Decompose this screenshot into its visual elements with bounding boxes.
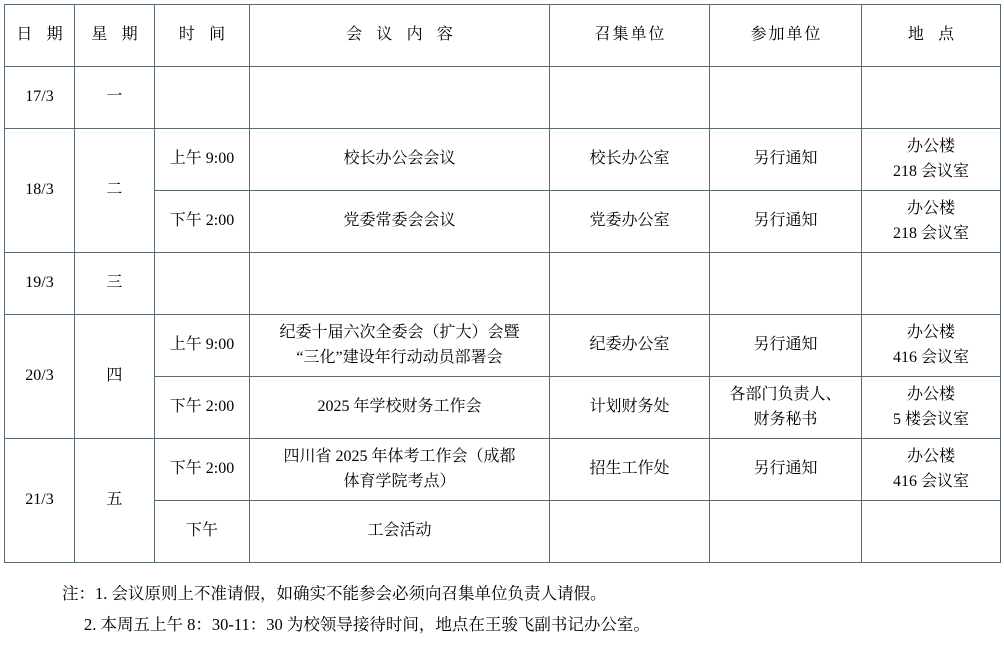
cell-place-line2: 218 会议室: [892, 224, 969, 242]
cell-attend: [710, 129, 862, 191]
header-host-unit: 召集单位: [550, 5, 710, 67]
cell-weekday: 五: [75, 439, 155, 563]
cell-place: [862, 129, 1001, 191]
header-weekday: 星 期: [75, 5, 155, 67]
cell-time: [155, 253, 250, 315]
cell-place: [862, 67, 1001, 129]
cell-place-line2: 416 会议室: [892, 348, 969, 366]
table-row: [5, 377, 1001, 439]
cell-time: 上午 9:00: [155, 315, 250, 377]
cell-host: [550, 501, 710, 563]
cell-content-line2: 体育学院考点）: [343, 472, 456, 490]
table-header-row: [5, 5, 1001, 67]
cell-content: [250, 67, 550, 129]
cell-content-line2: “三化”建设年行动动员部署会: [296, 348, 503, 366]
footnote-line-1: 注：1. 会议原则上不准请假，如确实不能参会必须向召集单位负责人请假。: [62, 584, 607, 603]
cell-host: 党委办公室: [550, 191, 710, 253]
cell-date: 18/3: [5, 129, 75, 253]
cell-time: 下午 2:00: [155, 439, 250, 501]
cell-host: [550, 67, 710, 129]
cell-time: 下午 2:00: [155, 377, 250, 439]
cell-date: 20/3: [5, 315, 75, 439]
cell-host: 校长办公室: [550, 129, 710, 191]
cell-host: 纪委办公室: [550, 315, 710, 377]
cell-place: [862, 377, 1001, 439]
cell-content: [250, 439, 550, 501]
cell-attend-line1: 另行通知: [753, 336, 818, 354]
cell-content: 校长办公会会议: [250, 129, 550, 191]
cell-weekday: 四: [75, 315, 155, 439]
table-row: [5, 501, 1001, 563]
cell-weekday: 二: [75, 129, 155, 253]
cell-attend-line1: 各部门负责人、: [729, 385, 842, 403]
cell-place: [862, 439, 1001, 501]
cell-weekday: 三: [75, 253, 155, 315]
header-place: 地 点: [862, 5, 1001, 67]
cell-attend: [710, 67, 862, 129]
cell-host: 招生工作处: [550, 439, 710, 501]
cell-content: 2025 年学校财务工作会: [250, 377, 550, 439]
table-row: [5, 67, 1001, 129]
cell-place: [862, 501, 1001, 563]
cell-place-line1: 办公楼: [906, 385, 955, 403]
cell-time: [155, 67, 250, 129]
cell-attend-line1: 另行通知: [753, 460, 818, 478]
header-date: 日 期: [5, 5, 75, 67]
cell-place-line1: 办公楼: [906, 323, 955, 341]
cell-place-line1: 办公楼: [906, 447, 955, 465]
table-row: [5, 191, 1001, 253]
cell-date: 21/3: [5, 439, 75, 563]
meeting-schedule-table: [4, 4, 1001, 563]
cell-content: 党委常委会会议: [250, 191, 550, 253]
cell-time: 上午 9:00: [155, 129, 250, 191]
cell-attend: [710, 191, 862, 253]
cell-place: [862, 315, 1001, 377]
cell-content: [250, 315, 550, 377]
cell-attend-line1: 另行通知: [753, 212, 818, 230]
cell-content: 工会活动: [250, 501, 550, 563]
cell-place-line2: 5 楼会议室: [892, 410, 969, 428]
cell-content-line1: 纪委十届六次全委会（扩大）会暨: [279, 323, 520, 341]
cell-attend-line2: 财务秘书: [753, 410, 818, 428]
cell-host: 计划财务处: [550, 377, 710, 439]
cell-time: 下午: [155, 501, 250, 563]
cell-attend: [710, 315, 862, 377]
cell-date: 17/3: [5, 67, 75, 129]
header-time: 时 间: [155, 5, 250, 67]
footnotes: [0, 579, 1004, 640]
table-row: [5, 129, 1001, 191]
cell-content-line1: 四川省 2025 年体考工作会（成都: [283, 447, 516, 465]
cell-place-line2: 218 会议室: [892, 162, 969, 180]
cell-place-line2: 416 会议室: [892, 472, 969, 490]
cell-content: [250, 253, 550, 315]
cell-attend-line1: 另行通知: [753, 150, 818, 168]
document-page: [0, 4, 1004, 668]
cell-attend: [710, 253, 862, 315]
cell-time: 下午 2:00: [155, 191, 250, 253]
cell-attend: [710, 439, 862, 501]
cell-place: [862, 253, 1001, 315]
table-row: [5, 315, 1001, 377]
cell-attend: [710, 501, 862, 563]
footnote-line-2: 2. 本周五上午 8：30-11：30 为校领导接待时间，地点在王骏飞副书记办公室。: [84, 614, 650, 634]
cell-date: 19/3: [5, 253, 75, 315]
cell-weekday: 一: [75, 67, 155, 129]
cell-place-line1: 办公楼: [906, 137, 955, 155]
cell-host: [550, 253, 710, 315]
header-content: 会 议 内 容: [250, 5, 550, 67]
header-attend-unit: 参加单位: [710, 5, 862, 67]
cell-attend: [710, 377, 862, 439]
table-row: [5, 253, 1001, 315]
cell-place: [862, 191, 1001, 253]
table-row: [5, 439, 1001, 501]
cell-place-line1: 办公楼: [906, 199, 955, 217]
